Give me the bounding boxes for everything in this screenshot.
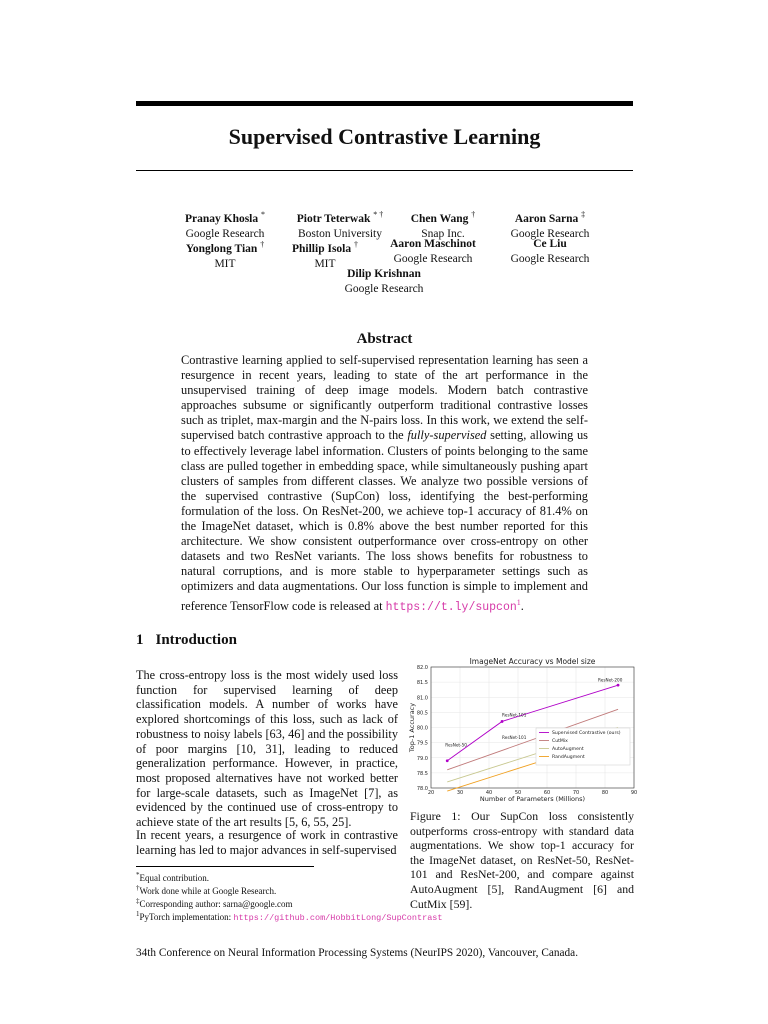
- y-tick-label: 80.0: [416, 725, 428, 732]
- x-tick-label: 80: [601, 790, 609, 796]
- author-affiliation: Snap Inc.: [421, 227, 465, 240]
- y-tick-label: 78.0: [416, 786, 428, 792]
- abstract-text: [181, 353, 588, 615]
- x-tick-label: 70: [572, 790, 580, 796]
- author-block: [329, 267, 439, 297]
- footnote-ref[interactable]: 1: [516, 597, 521, 607]
- point-annotation: ResNet-50: [445, 742, 467, 748]
- legend-label: RandAugment: [552, 755, 585, 760]
- author-mark: *: [261, 210, 266, 219]
- author-name: Dilip Krishnan: [347, 268, 421, 280]
- abstract-part: setting, allowing us to effectively leverage label information. Clusters of points belonging to the same class are pulled together in embedding space, while simultaneously pushing apart clusters of samples from different classes. We analyze two possible versions of the supervised contrastive (SupCon) loss, identifying the best-performing formulation of the loss. On ResNet-200, we achieve top-1 accuracy of 81.4% on the ImageNet dataset, which is 0.8% above the best number reported for this architecture. We show consistent outperformance over cross-entropy on other datasets and two ResNet variants. The loss shows benefits for robustness to natural corruptions, and is more stable to hyperparameter settings such as optimizers and data augmentations. Our loss function is simple to implement and reference TensorFlow code is released at: [181, 428, 589, 613]
- x-tick-label: 90: [630, 790, 638, 796]
- legend-label: CutMix: [552, 739, 568, 744]
- author-block: [170, 237, 280, 272]
- abstract-emphasis: fully-supervised: [407, 428, 487, 443]
- author-name: Phillip Isola: [292, 242, 352, 255]
- abstract-heading: Abstract: [356, 331, 413, 347]
- footnote-text: Work done while at Google Research.: [139, 886, 277, 896]
- legend-label: AutoAugment: [552, 747, 584, 752]
- author-mark: †: [260, 240, 265, 249]
- x-tick-label: 60: [543, 790, 551, 796]
- author-affiliation: Google Research: [185, 227, 265, 240]
- footnote: [136, 896, 293, 910]
- figure-caption: Figure 1: Our SupCon loss consistently outperforms cross-entropy with standard data augmentations. We show top-1 accuracy for the ImageNet dataset, on ResNet-50, ResNet-101 and ResNet-200, and compare against AutoAugment [5], RandAugment [6] and CutMix [59].: [410, 809, 634, 911]
- y-tick-label: 81.5: [416, 680, 428, 687]
- x-tick-label: 50: [514, 790, 522, 796]
- abstract-part: Contrastive learning applied to self-supervised representation learning has seen a resurgence in recent years, leading to state of the art performance in the unsupervised training of deep image models. Modern batch contrastive approaches subsume or significantly outperform traditional contrastive losses such as triplet, max-margin and the N-pairs loss. In this work, we extend the self-supervised batch contrastive approach to the: [181, 353, 588, 443]
- intro-paragraph-2: In recent years, a resurgence of work in contrastive learning has led to major advances in self-supervised: [136, 828, 398, 857]
- title-top-rule: [136, 101, 633, 106]
- point-annotation: ResNet-200: [598, 677, 623, 683]
- data-point: [617, 684, 620, 687]
- author-mark: * †: [373, 210, 384, 219]
- author-affiliation: Boston University: [297, 227, 382, 240]
- footnote-text: Corresponding author: sarna@google.com: [139, 899, 293, 909]
- pytorch-link[interactable]: https://github.com/HobbitLong/SupContrast: [233, 913, 443, 923]
- intro-paragraph-1: The cross-entropy loss is the most widely used loss function for supervised learning of deep classification models. A number of works have explored shortcomings of this loss, such as lack of robustness to noisy labels [63, 46] and the possibility of poor margins [10, 31], leading to reduced generalization performance. However, in practice, most proposed alternatives have not worked better for large-scale datasets, such as ImageNet [7], as evidenced by the continued use of cross-entropy to achieve state of the art results [5, 6, 55, 25].: [136, 668, 398, 830]
- y-tick-label: 80.5: [416, 710, 428, 717]
- author-affiliation: Google Research: [344, 283, 424, 295]
- author-name: Ce Liu: [533, 238, 567, 250]
- y-tick-label: 82.0: [416, 665, 428, 671]
- author-mark: ‡: [581, 210, 586, 219]
- author-name: Chen Wang: [410, 212, 469, 225]
- data-point: [446, 759, 449, 762]
- accuracy-chart: [406, 656, 642, 804]
- footnote-mark: †: [136, 884, 140, 892]
- title-bottom-rule: [136, 170, 633, 171]
- footnote-mark: ‡: [136, 897, 140, 905]
- author-affiliation: Google Research: [510, 253, 590, 265]
- footnote-text: Equal contribution.: [139, 873, 209, 883]
- footnote-rule: [136, 866, 314, 867]
- footnote: [136, 870, 209, 884]
- point-annotation: ResNet-101: [502, 735, 527, 741]
- legend-label: Supervised Contrastive (ours): [552, 731, 621, 736]
- section-number: 1: [136, 632, 144, 648]
- author-affiliation: MIT: [214, 257, 236, 270]
- author-name: Yonglong Tian: [185, 242, 258, 255]
- footnote-mark: *: [136, 871, 140, 879]
- author-affiliation: MIT: [314, 257, 336, 270]
- code-link[interactable]: https://t.ly/supcon: [385, 600, 517, 614]
- author-name: Aaron Maschinot: [390, 238, 476, 250]
- author-name: Aaron Sarna: [514, 212, 579, 225]
- author-mark: †: [354, 240, 358, 249]
- y-tick-label: 78.5: [416, 770, 428, 777]
- x-tick-label: 40: [485, 790, 493, 796]
- section-title: Introduction: [155, 632, 237, 648]
- abstract-part: .: [520, 598, 524, 613]
- conference-footer: 34th Conference on Neural Information Processing Systems (NeurIPS 2020), Vancouver, Canada.: [136, 947, 579, 959]
- paper-title: Supervised Contrastive Learning: [228, 124, 541, 149]
- y-tick-label: 79.0: [416, 755, 428, 762]
- data-point: [501, 720, 504, 723]
- section-heading: [136, 632, 237, 649]
- x-tick-label: 30: [456, 790, 464, 796]
- footnote: [136, 909, 443, 924]
- y-tick-label: 81.0: [416, 695, 428, 702]
- y-axis-label: Top-1 Accuracy: [408, 702, 416, 753]
- y-tick-label: 79.5: [416, 740, 428, 747]
- chart-title: ImageNet Accuracy vs Model size: [469, 657, 596, 666]
- author-affiliation: Google Research: [510, 227, 590, 240]
- author-name: Piotr Teterwak: [296, 212, 371, 225]
- footnote-mark: 1: [136, 910, 140, 918]
- footnote-text: PyTorch implementation:: [139, 912, 234, 922]
- author-mark: †: [471, 210, 476, 219]
- author-affiliation: Google Research: [393, 253, 473, 265]
- x-tick-label: 20: [427, 790, 435, 796]
- author-block: [378, 237, 488, 267]
- point-annotation: ResNet-101: [502, 712, 527, 718]
- author-name: Pranay Khosla: [184, 212, 259, 225]
- x-axis-label: Number of Parameters (Millions): [479, 795, 586, 803]
- footnote: [136, 883, 276, 897]
- author-block: [495, 237, 605, 267]
